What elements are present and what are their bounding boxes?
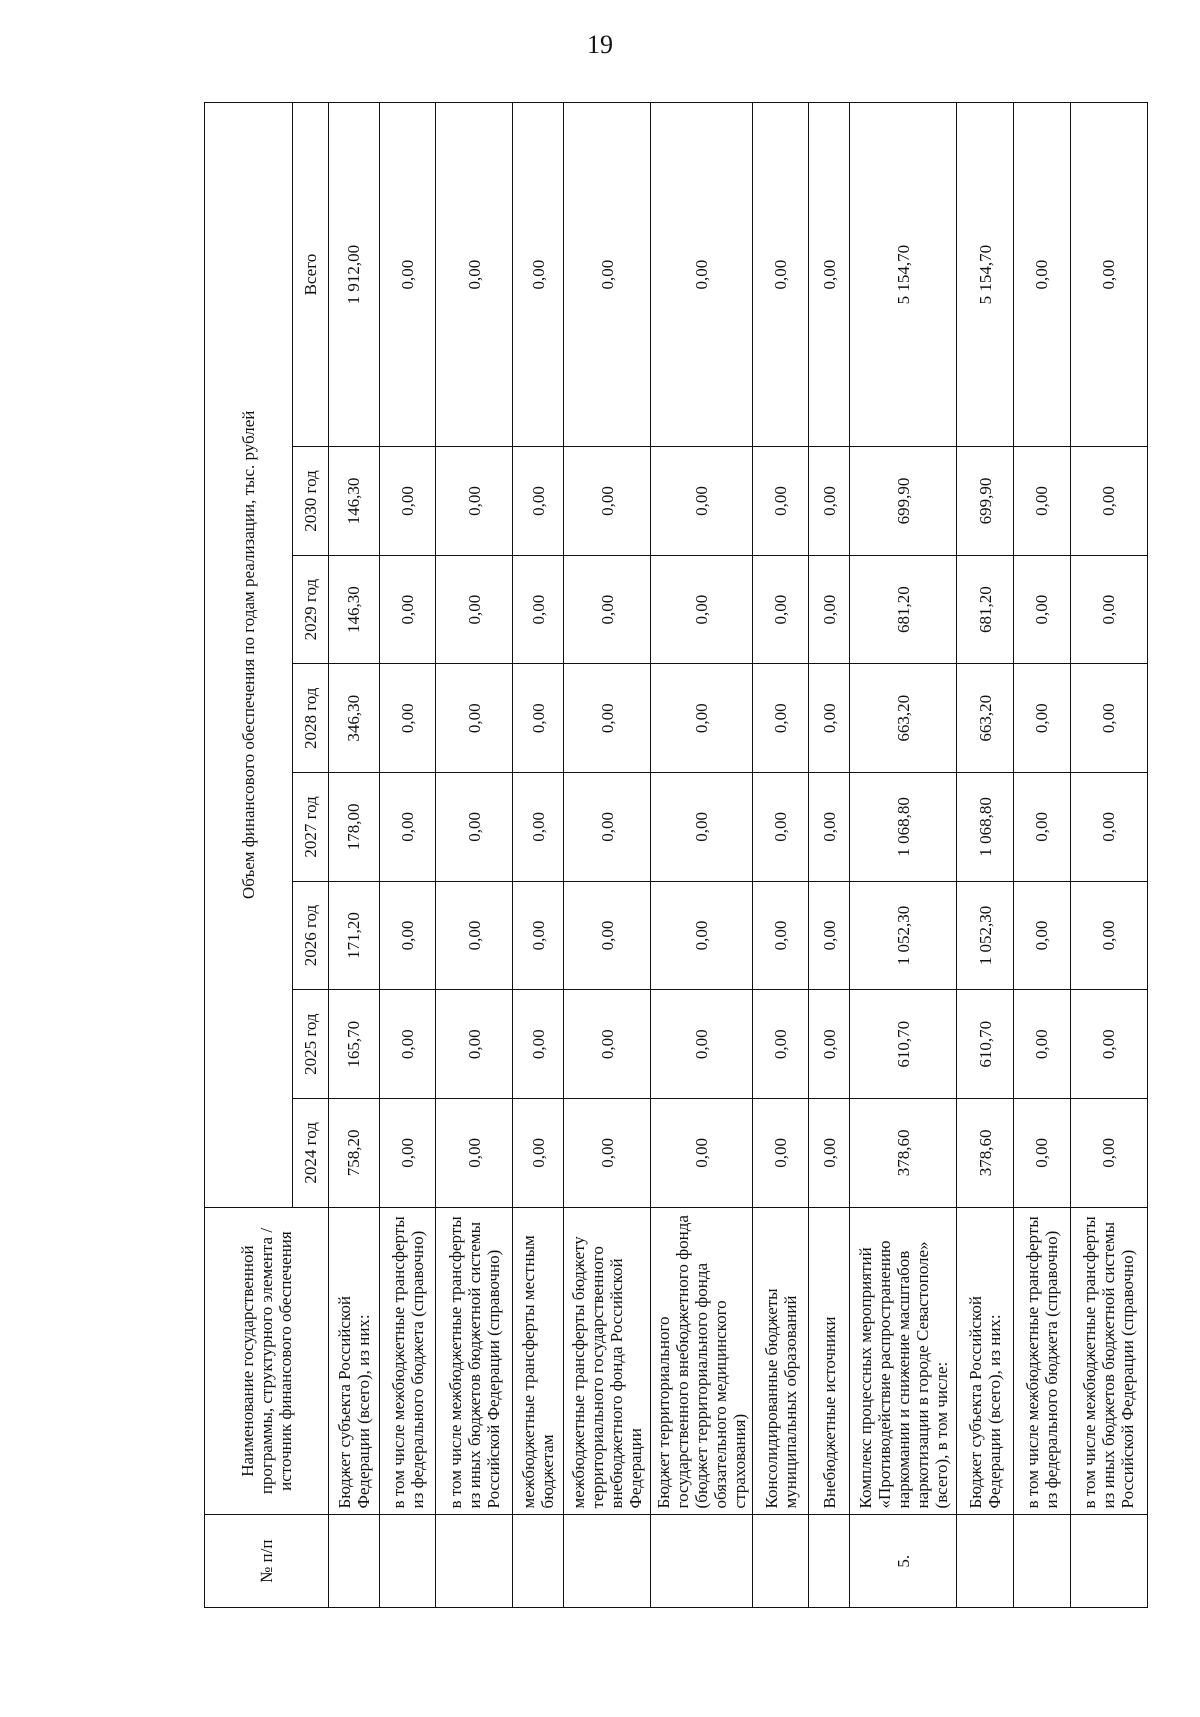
value-cell: 0,00 (379, 881, 436, 990)
value-cell: 0,00 (513, 103, 564, 447)
table-row (849, 103, 956, 1608)
row-number: 5. (849, 1515, 956, 1608)
value-cell: 0,00 (809, 555, 850, 664)
value-cell: 178,00 (329, 773, 380, 882)
value-cell: 0,00 (752, 103, 809, 447)
value-cell: 165,70 (329, 990, 380, 1099)
table-body (329, 103, 1148, 1608)
value-cell: 0,00 (809, 664, 850, 773)
value-cell: 0,00 (513, 773, 564, 882)
header-year-5: 2029 год (293, 555, 329, 664)
value-cell: 0,00 (651, 990, 752, 1099)
financing-table-region (204, 102, 1148, 1608)
value-cell: 0,00 (564, 103, 651, 447)
row-number (513, 1515, 564, 1608)
table-row (436, 103, 513, 1608)
value-cell: 0,00 (809, 447, 850, 556)
value-cell: 610,70 (849, 990, 956, 1099)
value-cell: 0,00 (564, 447, 651, 556)
value-cell: 0,00 (1014, 773, 1071, 882)
rotated-table-container (204, 102, 1148, 1608)
value-cell: 0,00 (379, 103, 436, 447)
row-number (329, 1515, 380, 1608)
header-group-title: Объем финансового обеспечения по годам реализации, тыс. рублей (205, 103, 293, 1208)
header-year-1: 2025 год (293, 990, 329, 1099)
value-cell: 0,00 (752, 555, 809, 664)
table-row (752, 103, 809, 1608)
value-cell: 0,00 (1070, 555, 1147, 664)
value-cell: 699,90 (957, 447, 1014, 556)
value-cell: 0,00 (809, 103, 850, 447)
value-cell: 0,00 (752, 664, 809, 773)
value-cell: 0,00 (1070, 990, 1147, 1099)
row-name: Консолидированные бюджеты муниципальных образований (752, 1207, 809, 1515)
value-cell: 0,00 (651, 555, 752, 664)
row-name: в том числе межбюджетные трансферты из иных бюджетов бюджетной системы Российской Федерации (справочно) (436, 1207, 513, 1515)
row-name: Внебюджетные источники (809, 1207, 850, 1515)
row-number (564, 1515, 651, 1608)
header-year-4: 2028 год (293, 664, 329, 773)
row-name: Комплекс процессных мероприятий «Противодействие распространению наркомании и снижение масштабов наркотизации в городе Севастополе» (всего), в том числе: (849, 1207, 956, 1515)
value-cell: 0,00 (651, 447, 752, 556)
header-year-7: Всего (293, 103, 329, 447)
value-cell: 0,00 (436, 990, 513, 1099)
value-cell: 0,00 (1014, 881, 1071, 990)
financing-table (204, 102, 1148, 1608)
value-cell: 663,20 (957, 664, 1014, 773)
value-cell: 378,60 (957, 1099, 1014, 1208)
table-row (329, 103, 380, 1608)
row-number (957, 1515, 1014, 1608)
value-cell: 0,00 (436, 773, 513, 882)
page-number: 19 (587, 30, 613, 59)
value-cell: 146,30 (329, 447, 380, 556)
row-number (379, 1515, 436, 1608)
value-cell: 0,00 (1014, 1099, 1071, 1208)
value-cell: 0,00 (1070, 881, 1147, 990)
value-cell: 0,00 (1070, 447, 1147, 556)
value-cell: 5 154,70 (957, 103, 1014, 447)
row-name: в том числе межбюджетные трансферты из иных бюджетов бюджетной системы Российской Федерации (справочно) (1070, 1207, 1147, 1515)
value-cell: 0,00 (1014, 447, 1071, 556)
header-col-num: № п/п (205, 1515, 329, 1608)
header-year-6: 2030 год (293, 447, 329, 556)
value-cell: 681,20 (849, 555, 956, 664)
header-year-3: 2027 год (293, 773, 329, 882)
row-name: межбюджетные трансферты бюджету территориального государственного внебюджетного фонда Российской Федерации (564, 1207, 651, 1515)
value-cell: 0,00 (564, 773, 651, 882)
value-cell: 0,00 (436, 1099, 513, 1208)
header-year-2: 2026 год (293, 881, 329, 990)
value-cell: 0,00 (752, 1099, 809, 1208)
value-cell: 663,20 (849, 664, 956, 773)
row-name: межбюджетные трансферты местным бюджетам (513, 1207, 564, 1515)
table-row (809, 103, 850, 1608)
value-cell: 0,00 (752, 773, 809, 882)
value-cell: 0,00 (752, 990, 809, 1099)
table-row (513, 103, 564, 1608)
row-name: Бюджет субъекта Российской Федерации (всего), из них: (329, 1207, 380, 1515)
row-name: в том числе межбюджетные трансферты из федерального бюджета (справочно) (379, 1207, 436, 1515)
value-cell: 0,00 (513, 664, 564, 773)
row-name: в том числе межбюджетные трансферты из федерального бюджета (справочно) (1014, 1207, 1071, 1515)
table-row (379, 103, 436, 1608)
value-cell: 0,00 (1070, 1099, 1147, 1208)
value-cell: 0,00 (379, 555, 436, 664)
value-cell: 0,00 (564, 664, 651, 773)
value-cell: 0,00 (379, 990, 436, 1099)
value-cell: 0,00 (379, 773, 436, 882)
header-year-0: 2024 год (293, 1099, 329, 1208)
value-cell: 0,00 (1014, 103, 1071, 447)
value-cell: 681,20 (957, 555, 1014, 664)
value-cell: 0,00 (379, 447, 436, 556)
value-cell: 0,00 (564, 555, 651, 664)
value-cell: 0,00 (651, 103, 752, 447)
row-number (1014, 1515, 1071, 1608)
row-name: Бюджет территориального государственного внебюджетного фонда (бюджет территориального фонда обязательного медицинского страхования) (651, 1207, 752, 1515)
value-cell: 0,00 (651, 1099, 752, 1208)
value-cell: 0,00 (379, 1099, 436, 1208)
value-cell: 171,20 (329, 881, 380, 990)
value-cell: 0,00 (513, 447, 564, 556)
value-cell: 0,00 (1014, 664, 1071, 773)
value-cell: 610,70 (957, 990, 1014, 1099)
value-cell: 0,00 (513, 990, 564, 1099)
table-row (1070, 103, 1147, 1608)
value-cell: 378,60 (849, 1099, 956, 1208)
value-cell: 0,00 (809, 881, 850, 990)
value-cell: 0,00 (651, 664, 752, 773)
row-number (651, 1515, 752, 1608)
value-cell: 0,00 (513, 555, 564, 664)
value-cell: 0,00 (436, 881, 513, 990)
row-number (809, 1515, 850, 1608)
value-cell: 758,20 (329, 1099, 380, 1208)
table-row (651, 103, 752, 1608)
value-cell: 5 154,70 (849, 103, 956, 447)
value-cell: 0,00 (436, 555, 513, 664)
value-cell: 0,00 (1070, 773, 1147, 882)
value-cell: 1 052,30 (957, 881, 1014, 990)
value-cell: 699,90 (849, 447, 956, 556)
value-cell: 0,00 (752, 881, 809, 990)
value-cell: 0,00 (1014, 555, 1071, 664)
value-cell: 0,00 (809, 1099, 850, 1208)
value-cell: 0,00 (513, 1099, 564, 1208)
value-cell: 0,00 (809, 773, 850, 882)
table-row (1014, 103, 1071, 1608)
value-cell: 0,00 (513, 881, 564, 990)
value-cell: 146,30 (329, 555, 380, 664)
value-cell: 0,00 (436, 664, 513, 773)
value-cell: 1 052,30 (849, 881, 956, 990)
table-row (957, 103, 1014, 1608)
row-number (752, 1515, 809, 1608)
value-cell: 0,00 (564, 1099, 651, 1208)
value-cell: 0,00 (379, 664, 436, 773)
value-cell: 0,00 (809, 990, 850, 1099)
value-cell: 0,00 (436, 103, 513, 447)
table-row (564, 103, 651, 1608)
value-cell: 1 912,00 (329, 103, 380, 447)
value-cell: 346,30 (329, 664, 380, 773)
value-cell: 0,00 (651, 773, 752, 882)
value-cell: 0,00 (564, 990, 651, 1099)
value-cell: 0,00 (564, 881, 651, 990)
row-number (1070, 1515, 1147, 1608)
row-name: Бюджет субъекта Российской Федерации (всего), из них: (957, 1207, 1014, 1515)
value-cell: 0,00 (1014, 990, 1071, 1099)
header-col-name: Наименование государственной программы, структурного элемента / источник финансового обеспечения (205, 1207, 329, 1515)
value-cell: 1 068,80 (957, 773, 1014, 882)
value-cell: 0,00 (651, 881, 752, 990)
value-cell: 0,00 (436, 447, 513, 556)
value-cell: 0,00 (752, 447, 809, 556)
value-cell: 0,00 (1070, 664, 1147, 773)
value-cell: 0,00 (1070, 103, 1147, 447)
value-cell: 1 068,80 (849, 773, 956, 882)
row-number (436, 1515, 513, 1608)
